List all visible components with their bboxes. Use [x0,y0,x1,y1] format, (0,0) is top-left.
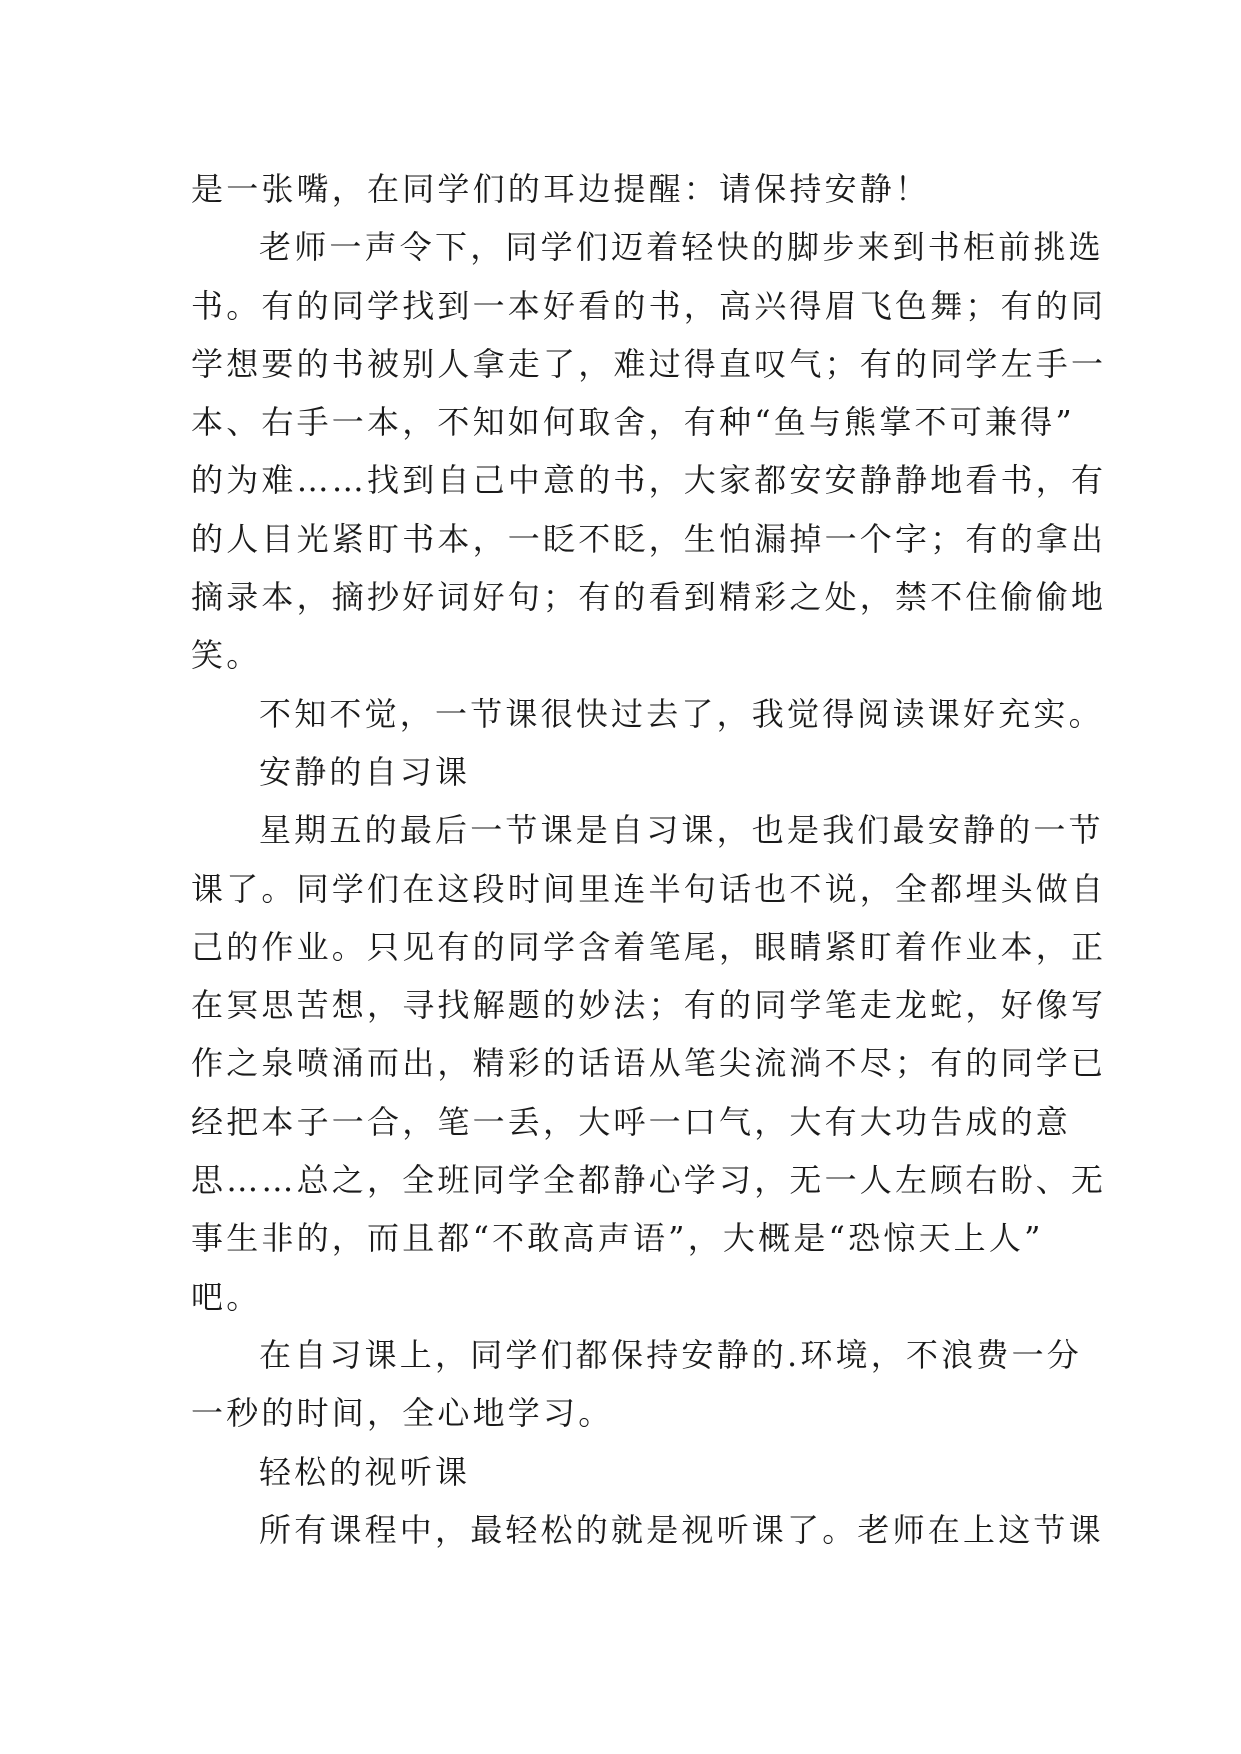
text-line: 一秒的时间，全心地学习。 [191,1394,614,1433]
text-line: 不知不觉，一节课很快过去了，我觉得阅读课好充实。 [259,694,1104,733]
text-line: 课了。同学们在这段时间里连半句话也不说，全都埋头做自 [191,869,1107,908]
text-line: 思……总之，全班同学全都静心学习，无一人左顾右盼、无 [191,1161,1107,1200]
text-line: 的为难……找到自己中意的书，大家都安安静静地看书，有 [191,461,1107,500]
text-line: 是一张嘴，在同学们的耳边提醒：请保持安静！ [191,170,931,208]
text-line: 在冥思苦想，寻找解题的妙法；有的同学笔走龙蛇，好像写 [191,986,1107,1025]
text-line: 安静的自习课 [259,752,471,791]
text-line: 轻松的视听课 [259,1452,471,1491]
text-line: 的人目光紧盯书本，一眨不眨，生怕漏掉一个字；有的拿出 [191,519,1107,558]
text-line: 老师一声令下，同学们迈着轻快的脚步来到书柜前挑选 [259,228,1104,267]
body-text [191,160,1107,1559]
text-line: 书。有的同学找到一本好看的书，高兴得眉飞色舞；有的同 [191,286,1107,325]
text-line: 作之泉喷涌而出，精彩的话语从笔尖流淌不尽；有的同学已 [191,1044,1107,1083]
text-line: 经把本子一合，笔一丢，大呼一口气，大有大功告成的意 [191,1102,1072,1141]
text-line: 己的作业。只见有的同学含着笔尾，眼睛紧盯着作业本，正 [191,927,1107,966]
text-line: 事生非的，而且都“不敢高声语”，大概是“恐惊天上人” [191,1219,1044,1258]
text-line: 笑。 [191,636,262,675]
text-line: 星期五的最后一节课是自习课，也是我们最安静的一节 [259,811,1104,850]
text-line: 本、右手一本，不知如何取舍，有种“鱼与熊掌不可兼得” [191,403,1075,442]
text-line: 学想要的书被别人拿走了，难过得直叹气；有的同学左手一 [191,344,1107,383]
text-line: 所有课程中，最轻松的就是视听课了。老师在上这节课 [259,1510,1104,1549]
text-line: 在自习课上，同学们都保持安静的.环境，不浪费一分 [259,1335,1082,1374]
text-line: 摘录本，摘抄好词好句；有的看到精彩之处，禁不住偷偷地 [191,578,1107,617]
text-line: 吧。 [191,1277,262,1316]
